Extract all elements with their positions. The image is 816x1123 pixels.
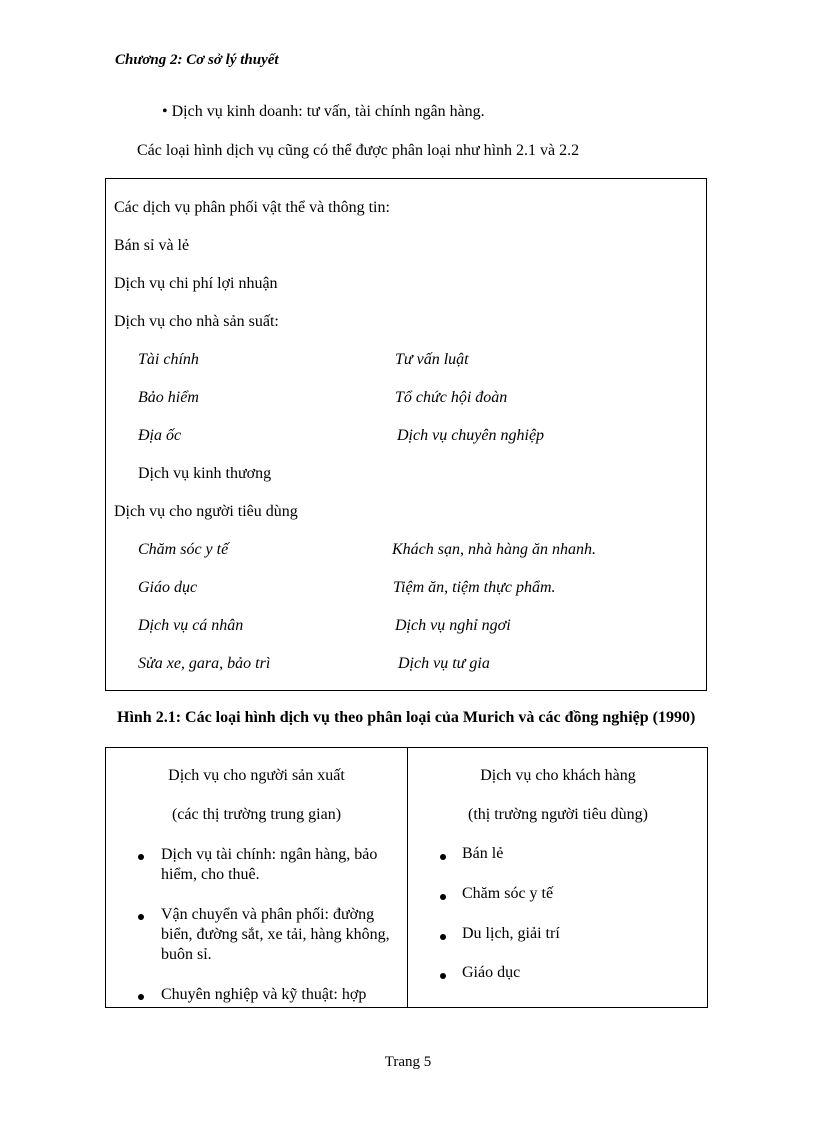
figure-2-1-box	[105, 178, 707, 691]
consumer-item-right: Tiệm ăn, tiệm thực phẩm.	[393, 579, 556, 596]
consumer-item-right: Khách sạn, nhà hàng ăn nhanh.	[392, 541, 596, 558]
producer-item: Chuyên nghiệp và kỹ thuật: hợp	[161, 986, 367, 1003]
figure-2-2-table	[105, 747, 708, 1008]
consumer-item-right: Dịch vụ tư gia	[398, 655, 490, 672]
customer-column-subtitle: (thị trường người tiêu dùng)	[467, 806, 649, 823]
consumer-item-left: Sửa xe, gara, bảo trì	[138, 655, 271, 672]
producer-item-right: Tổ chức hội đoàn	[395, 389, 508, 406]
producer-item-left: Tài chính	[138, 351, 199, 368]
consumer-item-right: Dịch vụ nghỉ ngơi	[395, 617, 511, 634]
customer-item: Giáo dục	[462, 964, 521, 981]
intro-sentence: Các loại hình dịch vụ cũng có thể được phân loại như hình 2.1 và 2.2	[137, 142, 580, 159]
producer-item-right: Dịch vụ chuyên nghiệp	[397, 427, 545, 444]
intro-bullet	[162, 103, 485, 121]
producer-column-title: Dịch vụ cho người sản xuất	[168, 767, 345, 784]
consumer-item-left: Chăm sóc y tế	[138, 541, 229, 558]
distribution-heading: Các dịch vụ phân phối vật thể và thông tin:	[114, 199, 390, 216]
producer-column-subtitle: (các thị trường trung gian)	[171, 806, 342, 823]
consumer-item-left: Giáo dục	[138, 579, 198, 596]
figure-2-1-caption: Hình 2.1: Các loại hình dịch vụ theo phân loại của Murich và các đồng nghiệp (1990)	[117, 709, 696, 726]
bullet-icon	[440, 854, 446, 860]
bullet-icon	[440, 934, 446, 940]
cost-profit-services: Dịch vụ chi phí lợi nhuận	[114, 275, 278, 292]
bullet-icon	[138, 854, 144, 860]
bullet-icon	[138, 994, 144, 1000]
producer-item: Vận chuyển và phân phối: đường biển, đường sắt, xe tải, hàng không, buôn sỉ.	[161, 906, 390, 963]
intro-bullet-text: Dịch vụ kinh doanh: tư vấn, tài chính ngân hàng.	[171, 103, 485, 120]
customer-item: Bán lẻ	[462, 845, 504, 862]
producer-item-left: Bảo hiểm	[138, 389, 199, 406]
page-number: Trang 5	[384, 1054, 432, 1070]
chapter-title: Chương 2: Cơ sở lý thuyết	[115, 52, 279, 68]
wholesale-retail: Bán sỉ và lẻ	[114, 237, 190, 254]
bullet-icon	[440, 973, 446, 979]
producer-heading: Dịch vụ cho nhà sản suất:	[114, 313, 279, 330]
consumer-heading: Dịch vụ cho người tiêu dùng	[114, 503, 298, 520]
customer-item: Chăm sóc y tế	[462, 885, 554, 902]
customer-item: Du lịch, giải trí	[462, 925, 560, 942]
bullet-icon: •	[162, 103, 168, 120]
producer-item-right: Tư vấn luật	[395, 351, 469, 368]
producer-item-left: Địa ốc	[138, 427, 182, 444]
bullet-icon	[440, 894, 446, 900]
consumer-item-left: Dịch vụ cá nhân	[138, 617, 244, 634]
producer-item: Dịch vụ tài chính: ngân hàng, bảo hiểm, cho thuê.	[161, 846, 378, 883]
column-divider	[407, 748, 408, 1007]
bullet-icon	[138, 914, 144, 920]
customer-column-title: Dịch vụ cho khách hàng	[480, 767, 636, 784]
commerce-services: Dịch vụ kinh thương	[138, 465, 272, 482]
